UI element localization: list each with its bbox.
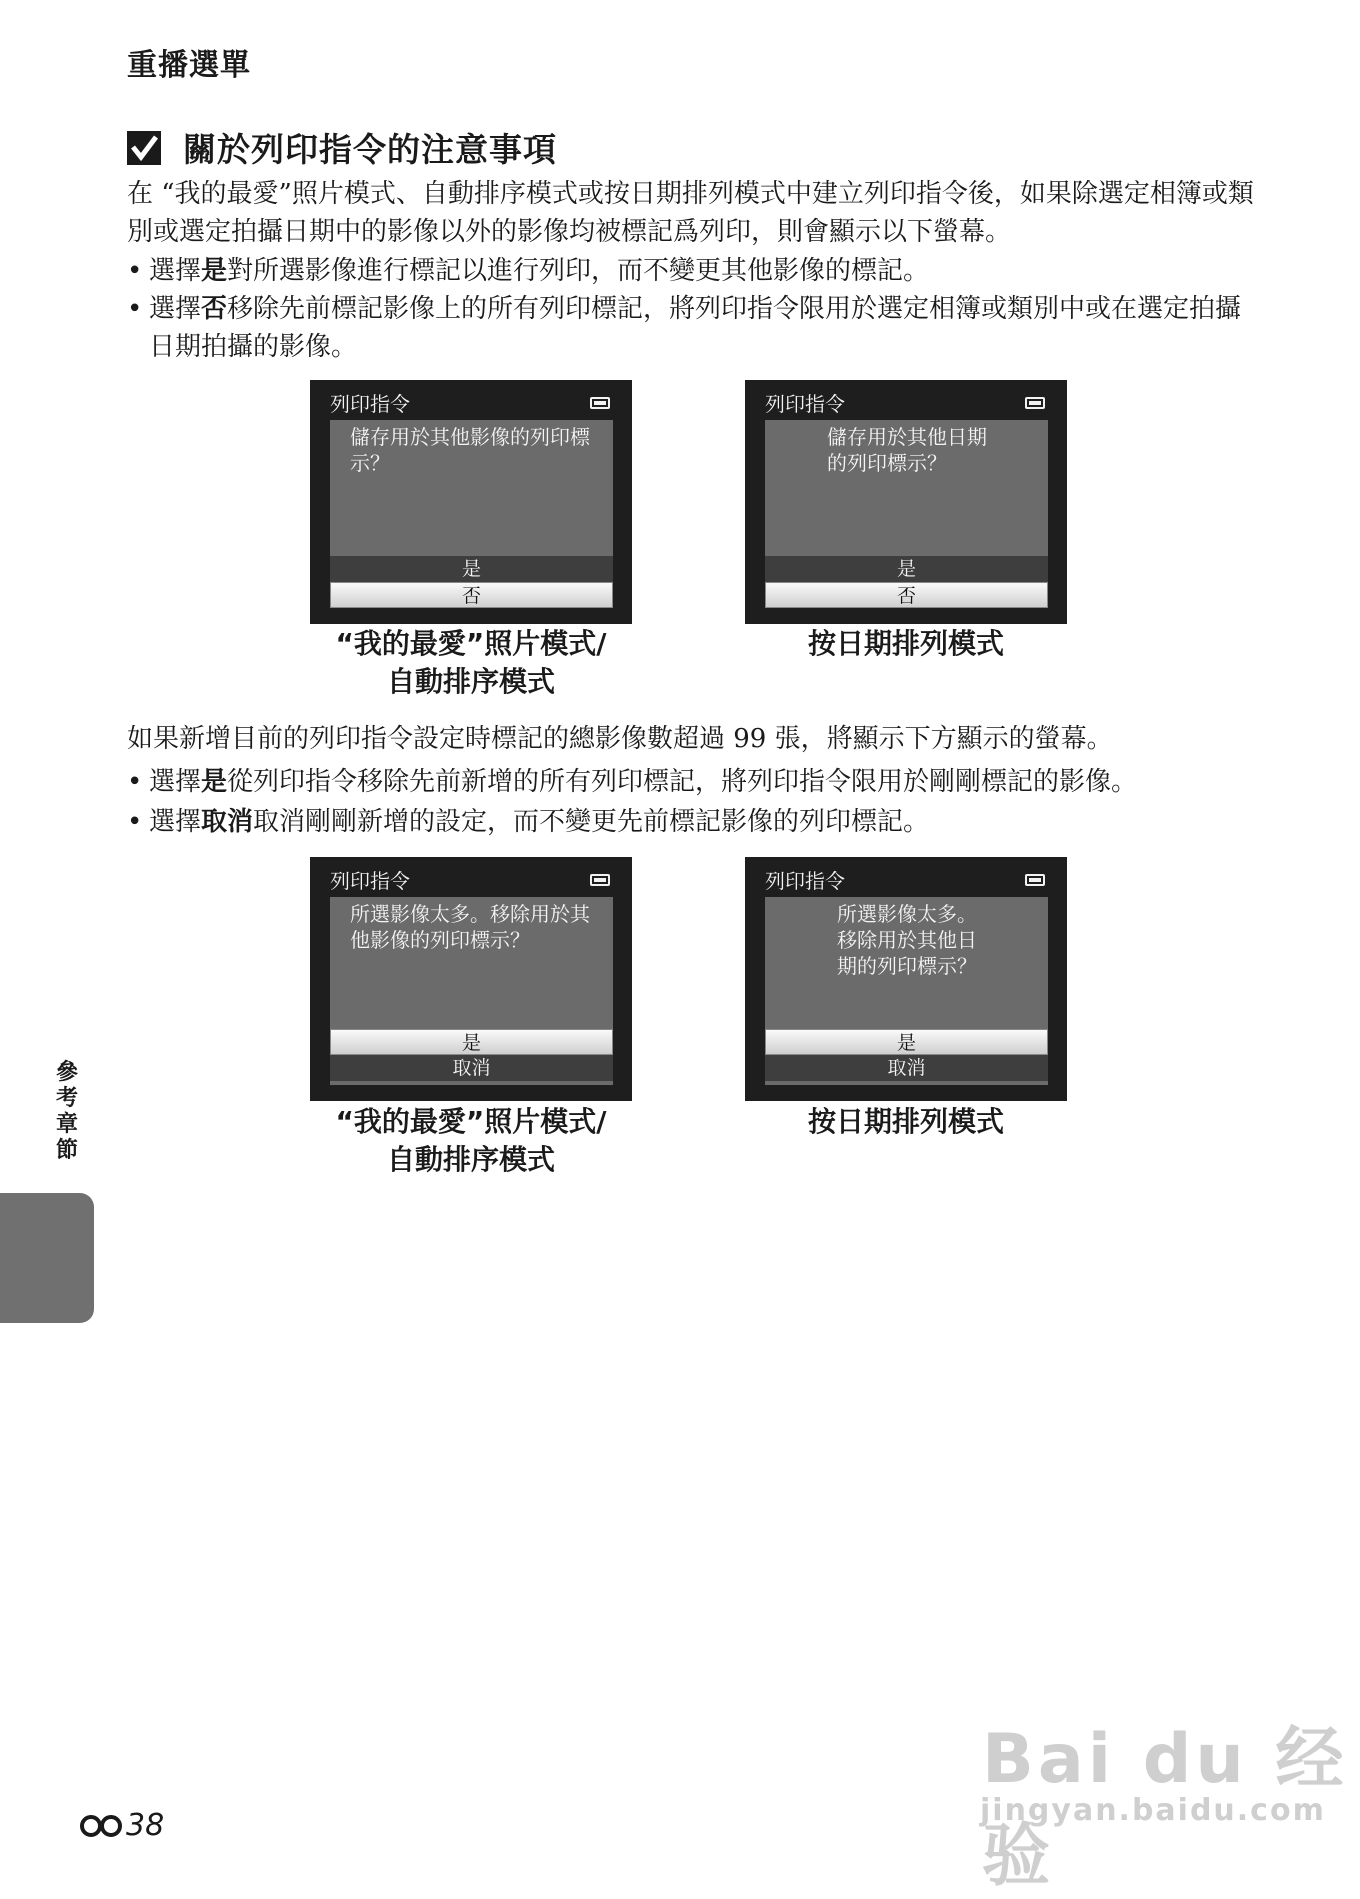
section1-intro: 在 “我的最愛”照片模式、自動排序模式或按日期排列模式中建立列印指令後，如果除選定相簿或類別或選定拍攝日期中的影像以外的影像均被標記爲列印，則會顯示以下螢幕。 bbox=[127, 179, 1254, 247]
option-no[interactable]: 否 bbox=[330, 582, 613, 608]
screen-body bbox=[765, 420, 1048, 608]
screen-title: 列印指令 bbox=[330, 392, 410, 416]
battery-icon bbox=[590, 397, 610, 409]
screen-body bbox=[765, 897, 1048, 1085]
chapter-tab bbox=[0, 1193, 94, 1323]
section1-bullet-1: • 選擇是對所選影像進行標記以進行列印，而不變更其他影像的標記。 bbox=[127, 256, 930, 286]
camera-screen bbox=[745, 380, 1067, 624]
page-number: 38 bbox=[80, 1808, 164, 1843]
option-yes[interactable]: 是 bbox=[765, 556, 1048, 582]
screen-title: 列印指令 bbox=[330, 869, 410, 893]
battery-icon bbox=[590, 874, 610, 886]
screen-body bbox=[330, 897, 613, 1085]
section-header: 重播選單 bbox=[127, 48, 251, 83]
option-yes[interactable]: 是 bbox=[330, 1029, 613, 1055]
check-icon bbox=[127, 131, 161, 165]
section2-bullet-2: • 選擇取消取消剛剛新增的設定，而不變更先前標記影像的列印標記。 bbox=[127, 807, 930, 837]
option-yes[interactable]: 是 bbox=[330, 556, 613, 582]
screen-title: 列印指令 bbox=[765, 392, 845, 416]
reference-icon bbox=[80, 1813, 122, 1839]
screen-caption: “我的最愛”照片模式/ 自動排序模式 bbox=[335, 1105, 607, 1176]
note-heading bbox=[127, 124, 557, 171]
option-cancel[interactable]: 取消 bbox=[765, 1055, 1048, 1081]
camera-screen bbox=[310, 380, 632, 624]
screen-caption: 按日期排列模式 bbox=[807, 627, 1004, 660]
screen-caption: “我的最愛”照片模式/ 自動排序模式 bbox=[335, 627, 607, 698]
battery-icon bbox=[1025, 397, 1045, 409]
screen-body bbox=[330, 420, 613, 608]
screen-message: 所選影像太多。 移除用於其他日 期的列印標示？ bbox=[837, 902, 977, 978]
chapter-label: 參考章節 bbox=[55, 1060, 78, 1163]
camera-screen bbox=[310, 857, 632, 1101]
screen-title: 列印指令 bbox=[765, 869, 845, 893]
battery-icon bbox=[1025, 874, 1045, 886]
section1-bullet-2: • 選擇否移除先前標記影像上的所有列印標記，將列印指令限用於選定相簿或類別中或在選定拍攝日期拍攝的影像。 bbox=[127, 294, 1242, 362]
screen-message: 儲存用於其他日期 的列印標示？ bbox=[827, 425, 987, 475]
option-no[interactable]: 否 bbox=[765, 582, 1048, 608]
watermark-logo: Bai du 经验 bbox=[982, 1720, 1348, 1896]
screen-caption: 按日期排列模式 bbox=[807, 1105, 1004, 1138]
option-cancel[interactable]: 取消 bbox=[330, 1055, 613, 1081]
section2-intro: 如果新增目前的列印指令設定時標記的總影像數超過 99 張，將顯示下方顯示的螢幕。 bbox=[127, 724, 1113, 754]
section2-bullet-1: • 選擇是從列印指令移除先前新增的所有列印標記，將列印指令限用於剛剛標記的影像。 bbox=[127, 767, 1138, 797]
watermark bbox=[968, 1685, 1348, 1896]
camera-screen bbox=[745, 857, 1067, 1101]
note-title: 關於列印指令的注意事項 bbox=[183, 130, 557, 169]
screen-message: 所選影像太多。移除用於其 他影像的列印標示？ bbox=[350, 902, 590, 952]
screen-message: 儲存用於其他影像的列印標 示？ bbox=[350, 425, 590, 475]
watermark-url: jingyan.baidu.com bbox=[980, 1793, 1326, 1828]
option-yes[interactable]: 是 bbox=[765, 1029, 1048, 1055]
